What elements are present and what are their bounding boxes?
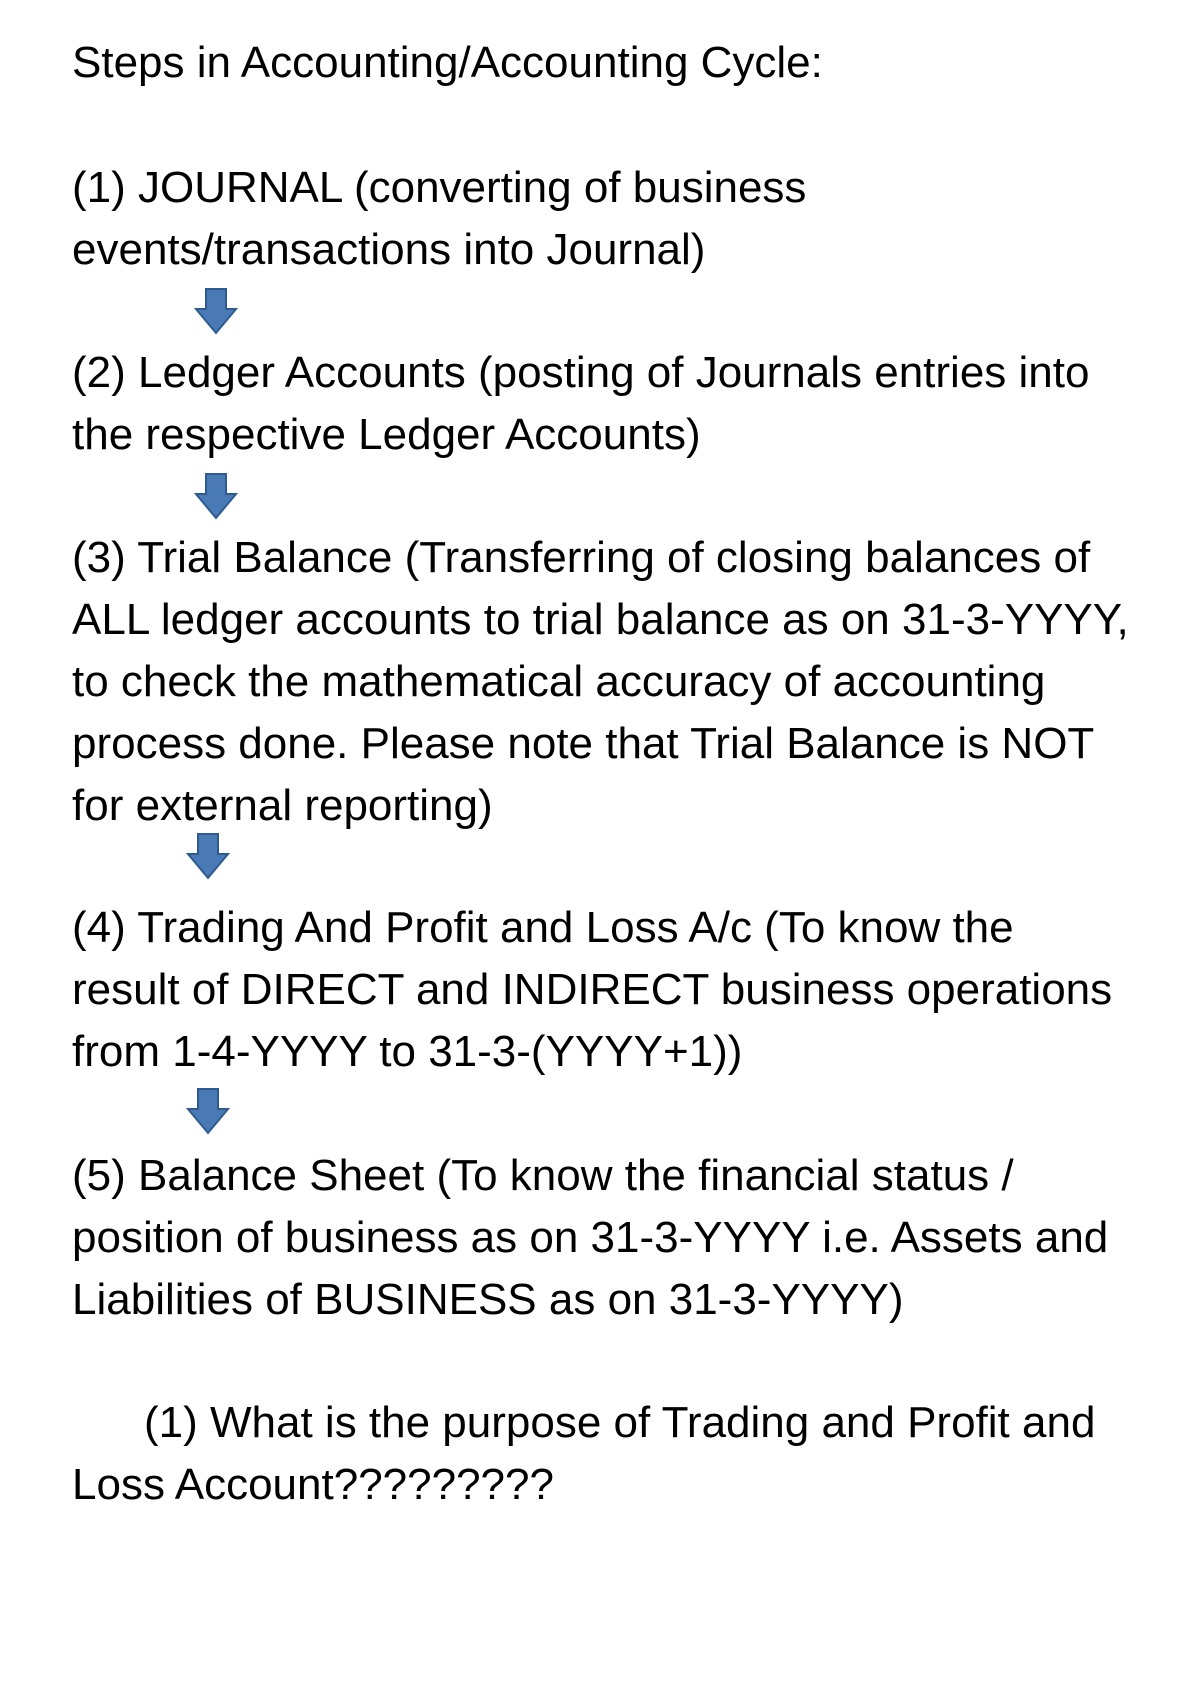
step-5-line-2: position of business as on 31-3-YYYY i.e. Assets and: [72, 1213, 1109, 1262]
step-3-line-5: for external reporting): [72, 781, 493, 830]
step-3-line-2: ALL ledger accounts to trial balance as on 31-3-YYYY,: [72, 595, 1129, 644]
step-4-line-2: result of DIRECT and INDIRECT business operations: [72, 965, 1113, 1014]
step-3-line-3: to check the mathematical accuracy of accounting: [72, 657, 1046, 706]
step-5-line-1: (5) Balance Sheet (To know the financial status /: [72, 1151, 1014, 1200]
heading-text: Steps in Accounting/Accounting Cycle:: [72, 38, 823, 87]
step-5-line-3: Liabilities of BUSINESS as on 31-3-YYYY): [72, 1275, 904, 1324]
step-4: [72, 897, 1112, 1083]
step-4-line-1: (4) Trading And Profit and Loss A/c (To know the: [72, 903, 1014, 952]
step-5: [72, 1145, 1108, 1331]
question-line-2: Loss Account?????????: [72, 1460, 554, 1509]
down-arrow-icon-svg: [184, 832, 232, 880]
down-arrow-icon-svg: [192, 472, 240, 520]
down-arrow-icon: [184, 1087, 232, 1135]
step-2-line-1: (2) Ledger Accounts (posting of Journals entries into: [72, 348, 1090, 397]
step-2: [72, 342, 1089, 466]
down-arrow-icon-svg: [192, 287, 240, 335]
down-arrow-icon-svg: [184, 1087, 232, 1135]
step-1: [72, 157, 806, 281]
step-2-line-2: the respective Ledger Accounts): [72, 410, 701, 459]
step-1-line-2: events/transactions into Journal): [72, 225, 706, 274]
down-arrow-icon: [184, 832, 232, 880]
down-arrow-icon: [192, 287, 240, 335]
step-3: [72, 527, 1129, 837]
step-1-line-1: (1) JOURNAL (converting of business: [72, 163, 807, 212]
step-3-line-1: (3) Trial Balance (Transferring of closing balances of: [72, 533, 1091, 582]
down-arrow-icon: [192, 472, 240, 520]
question: [72, 1392, 1095, 1516]
document-heading: [72, 32, 823, 94]
question-line-1: (1) What is the purpose of Trading and Profit and: [144, 1398, 1096, 1447]
step-4-line-3: from 1-4-YYYY to 31-3-(YYYY+1)): [72, 1027, 743, 1076]
step-3-line-4: process done. Please note that Trial Balance is NOT: [72, 719, 1095, 768]
